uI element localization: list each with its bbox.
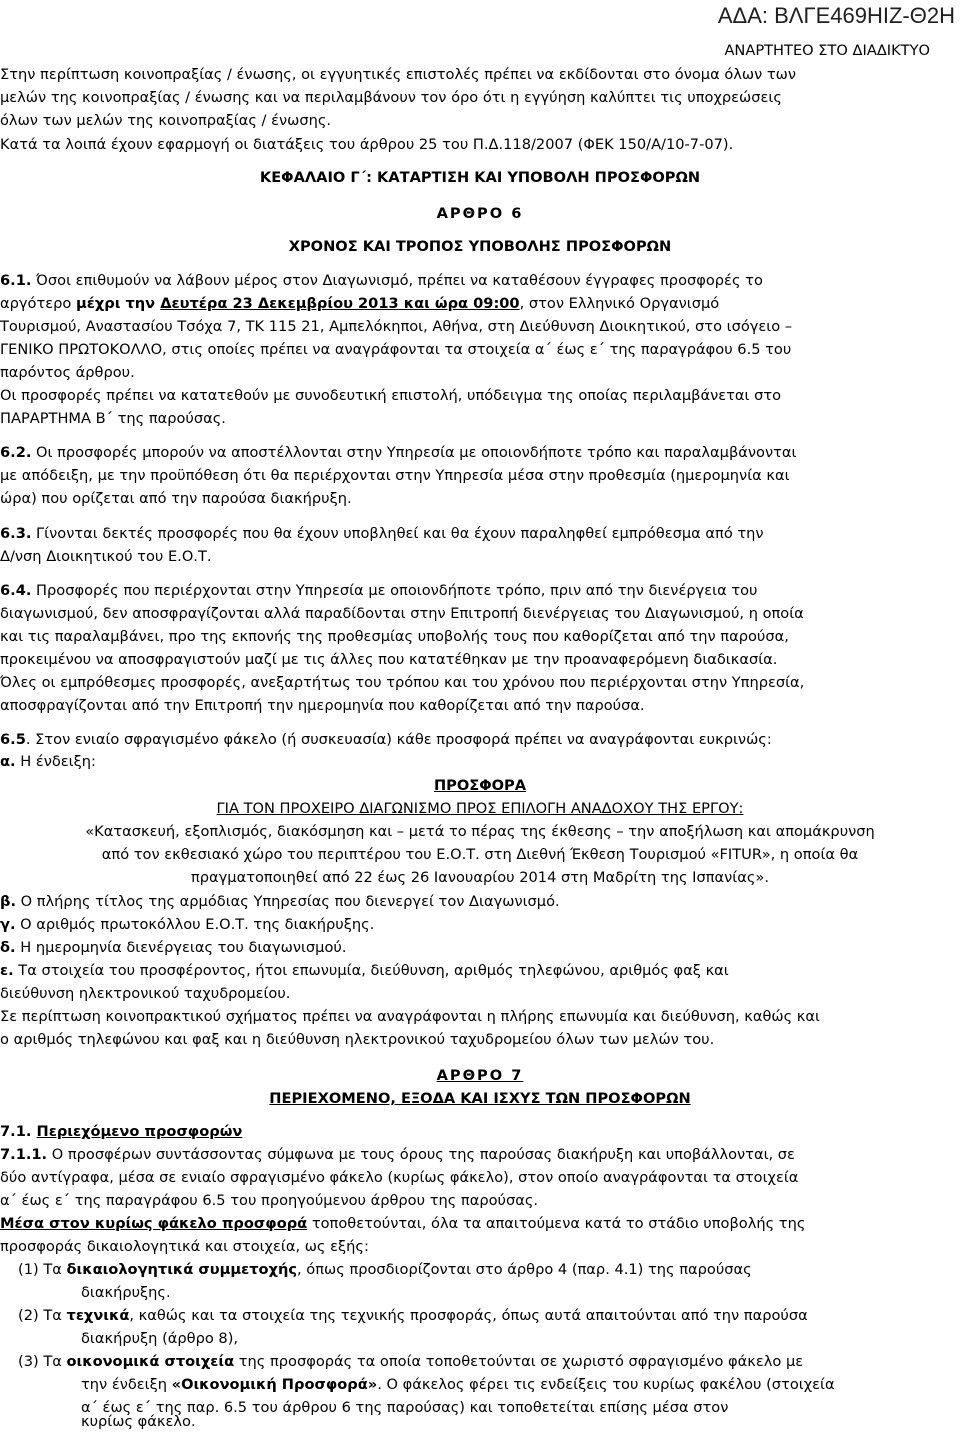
paragraph-6-1-line: Τουρισμού, Αναστασίου Τσόχα 7, ΤΚ 115 21, Αμπελόκηποι, Αθήνα, στη Διεύθυνση Διοικητικού, στο ισόγειο – xyxy=(0,318,793,335)
paragraph-6-3-line: Δ/νση Διοικητικού του Ε.Ο.Τ. xyxy=(0,548,212,565)
paragraph-number: 6.1. xyxy=(0,272,32,289)
paragraph-number: 6.4. xyxy=(0,582,32,599)
list-item-continuation: την ένδειξη «Οικονομική Προσφορά». Ο φάκελος φέρει τις ενδείξεις του κυρίως φακέλου (στοιχεία xyxy=(81,1376,835,1393)
main-envelope-line: Μέσα στον κυρίως φάκελο προσφορά τοποθετούνται, όλα τα απαιτούμενα κατά το στάδιο υποβολής της xyxy=(0,1215,806,1232)
paragraph-number: 7.1.1. xyxy=(0,1146,48,1163)
paragraph-6-2-line: με απόδειξη, με την προϋπόθεση ότι θα περιέρχονται στην Υπηρεσία μέσα στην προθεσμία (ημερομηνία και xyxy=(0,467,790,484)
list-item-continuation: α΄ έως ε΄ της παρ. 6.5 του άρθρου 6 της παρούσας) και τοποθετείται επίσης μέσα στον xyxy=(81,1399,729,1416)
article-7-subtitle: ΠΕΡΙΕΧΟΜΕΝΟ, ΕΞΟΔΑ ΚΑΙ ΙΣΧΥΣ ΤΩΝ ΠΡΟΣΦΟΡΩΝ xyxy=(269,1090,691,1107)
offer-subtitle: ΓΙΑ ΤΟΝ ΠΡΟΧΕΙΡΟ ΔΙΑΓΩΝΙΣΜΟ ΠΡΟΣ ΕΠΙΛΟΓΗ ΑΝΑΔΟΧΟΥ ΤΗΣ ΕΡΓΟΥ: xyxy=(216,800,744,817)
paragraph-6-2-line: ώρα) που ορίζεται από την παρούσα διακήρυξη. xyxy=(0,490,352,507)
paragraph-6-1-line: αργότερο μέχρι την Δευτέρα 23 Δεκεμβρίου 2013 και ώρα 09:00, στον Ελληνικό Οργανισμό xyxy=(0,295,720,312)
article-6-subtitle: ΧΡΟΝΟΣ ΚΑΙ ΤΡΟΠΟΣ ΥΠΟΒΟΛΗΣ ΠΡΟΣΦΟΡΩΝ xyxy=(288,238,672,255)
chapter-title: ΚΕΦΑΛΑΙΟ Γ΄: ΚΑΤΑΡΤΙΣΗ ΚΑΙ ΥΠΟΒΟΛΗ ΠΡΟΣΦΟΡΩΝ xyxy=(259,169,701,186)
item-e-line: διεύθυνση ηλεκτρονικού ταχυδρομείου. xyxy=(0,985,291,1002)
intro-line: μελών της κοινοπραξίας / ένωσης και να περιλαμβάνουν τον όρο ότι η εγγύηση καλύπτει τις υποχρεώσεις xyxy=(0,89,782,106)
section-7-1-1-line: α΄ έως ε΄ της παραγράφου 6.5 του προηγούμενου άρθρου της παρούσας. xyxy=(0,1192,539,1209)
paragraph-6-1-line: ΓΕΝΙΚΟ ΠΡΩΤΟΚΟΛΛΟ, στις οποίες πρέπει να αναγράφονται τα στοιχεία α΄ έως ε΄ της παραγράφου 6.5 του xyxy=(0,341,792,358)
paragraph-6-1-line: 6.1. Όσοι επιθυμούν να λάβουν μέρος στον Διαγωνισμό, πρέπει να καταθέσουν έγγραφες προσφορές το xyxy=(0,272,763,289)
paragraph-number: 6.5 xyxy=(0,731,26,748)
item-e: ε. Τα στοιχεία του προσφέροντος, ήτοι επωνυμία, διεύθυνση, αριθμός τηλεφώνου, αριθμός φαξ και xyxy=(0,962,729,979)
paragraph-number: 6.2. xyxy=(0,444,32,461)
article-6-title: ΑΡΘΡΟ 6 xyxy=(436,205,524,222)
section-7-1-heading: 7.1. Περιεχόμενο προσφορών xyxy=(0,1123,243,1140)
list-item-continuation: διακήρυξης. xyxy=(81,1284,171,1301)
list-item: (2) Τα τεχνικά, καθώς και τα στοιχεία της τεχνικής προσφοράς, όπως αυτά απαιτούνται από την παρούσα xyxy=(18,1307,808,1324)
offer-description-line: πραγματοποιηθεί από 22 έως 26 Ιανουαρίου 2014 στη Μαδρίτη της Ισπανίας». xyxy=(191,869,769,886)
offer-description-line: από τον εκθεσιακό χώρο του περιπτέρου του Ε.Ο.Τ. στη Διεθνή Έκθεση Τουρισμού «FITUR», η οποία θα xyxy=(101,846,859,863)
section-7-1-1-line: δύο αντίγραφα, μέσα σε ενιαίο σφραγισμένο φάκελο (κυρίως φάκελο), στον οποίο αναγράφονται τα στοιχεία xyxy=(0,1169,799,1186)
item-d: δ. Η ημερομηνία διενέργειας του διαγωνισμού. xyxy=(0,939,347,956)
list-item-continuation: διακήρυξη (άρθρο 8), xyxy=(81,1330,239,1347)
list-item: (1) Τα δικαιολογητικά συμμετοχής, όπως προσδιορίζονται στο άρθρο 4 (παρ. 4.1) της παρούσας xyxy=(18,1261,752,1278)
deadline-date: Δευτέρα 23 Δεκεμβρίου 2013 xyxy=(160,295,399,312)
paragraph-6-4-line: προκειμένου να αποσφραγιστούν μαζί με τις άλλες που κατατέθηκαν με την προαναφερόμενη διαδικασία. xyxy=(0,651,778,668)
intro-line: όλων των μελών της κοινοπραξίας / ένωσης. xyxy=(0,112,332,129)
paragraph-number: 6.3. xyxy=(0,525,32,542)
paragraph-6-4-line: αποσφραγίζονται από την Επιτροπή την ημερομηνία που καθορίζεται από την παρούσα. xyxy=(0,697,645,714)
article-7-title: ΑΡΘΡΟ 7 xyxy=(436,1067,524,1084)
item-a: α. Η ένδειξη: xyxy=(0,753,96,770)
paragraph-6-4-line: και τις παραλαμβάνει, προ της εκπονής της προθεσμίας υποβολής τους που καθορίζεται από την παρούσα, xyxy=(0,628,789,645)
paragraph-6-1-line: παρόντος άρθρου. xyxy=(0,364,135,381)
item-b: β. Ο πλήρης τίτλος της αρμόδιας Υπηρεσίας που διενεργεί τον Διαγωνισμό. xyxy=(0,893,560,910)
joint-venture-line: Σε περίπτωση κοινοπρακτικού σχήματος πρέπει να αναγράφονται η πλήρης επωνυμία και διεύθυνση, καθώς και xyxy=(0,1008,820,1025)
paragraph-6-1-line: Οι προσφορές πρέπει να κατατεθούν με συνοδευτική επιστολή, υπόδειγμα της οποίας περιλαμβάνεται στο xyxy=(0,387,782,404)
intro-line: Στην περίπτωση κοινοπραξίας / ένωσης, οι εγγυητικές επιστολές πρέπει να εκδίδονται στο όνομα όλων των xyxy=(0,66,797,83)
item-g: γ. Ο αριθμός πρωτοκόλλου Ε.Ο.Τ. της διακήρυξης. xyxy=(0,916,375,933)
deadline-emphasis: μέχρι την xyxy=(75,295,161,312)
internet-posting-note: ΑΝΑΡΤΗΤΕΟ ΣΤΟ ΔΙΑΔΙΚΤΥΟ xyxy=(724,42,930,59)
list-item-continuation: κυρίως φάκελο. xyxy=(81,1413,196,1430)
paragraph-6-1-line: ΠΑΡΑΡΤΗΜΑ Β΄ της παρούσας. xyxy=(0,410,226,427)
ada-code: ΑΔΑ: ΒΛΓΕ469ΗΙΖ-Θ2Η xyxy=(717,3,955,28)
main-envelope-line: προσφοράς δικαιολογητικά και στοιχεία, ως εξής: xyxy=(0,1238,369,1255)
section-7-1-1-line: 7.1.1. Ο προσφέρων συντάσσοντας σύμφωνα με τους όρους της παρούσας διακήρυξη και υποβάλλονται, σε xyxy=(0,1146,795,1163)
deadline-time: και ώρα 09:00 xyxy=(398,295,520,312)
paragraph-6-3-line: 6.3. Γίνονται δεκτές προσφορές που θα έχουν υποβληθεί και θα έχουν παραληφθεί εμπρόθεσμα από την xyxy=(0,525,764,542)
main-envelope-title: Μέσα στον κυρίως φάκελο προσφορά xyxy=(0,1215,308,1232)
offer-label: ΠΡΟΣΦΟΡΑ xyxy=(433,777,527,794)
paragraph-6-4-line: 6.4. Προσφορές που περιέρχονται στην Υπηρεσία με οποιονδήποτε τρόπο, πριν από την διενέργεια του xyxy=(0,582,758,599)
paragraph-6-2-line: 6.2. Οι προσφορές μπορούν να αποστέλλονται στην Υπηρεσία με οποιονδήποτε τρόπο και παραλαμβάνονται xyxy=(0,444,797,461)
paragraph-6-4-line: διαγωνισμού, δεν αποσφραγίζονται αλλά παραδίδονται στην Επιτροπή διενέργειας του Διαγωνισμού, η οποία xyxy=(0,605,804,622)
offer-description-line: «Κατασκευή, εξοπλισμός, διακόσμηση και – μετά το πέρας της έκθεσης – την αποξήλωση και απομάκρυνση xyxy=(85,823,875,840)
list-item: (3) Τα οικονομικά στοιχεία της προσφοράς τα οποία τοποθετούνται σε χωριστό σφραγισμένο φάκελο με xyxy=(18,1353,804,1370)
paragraph-6-4-line: Όλες οι εμπρόθεσμες προσφορές, ανεξαρτήτως του τρόπου και του χρόνου που περιέρχονται στην Υπηρεσία, xyxy=(0,674,805,691)
joint-venture-line: ο αριθμός τηλεφώνου και φαξ και η διεύθυνση ηλεκτρονικού ταχυδρομείου όλων των μελών του. xyxy=(0,1031,715,1048)
paragraph-6-5-line: 6.5. Στον ενιαίο σφραγισμένο φάκελο (ή συσκευασία) κάθε προσφορά πρέπει να αναγράφονται ευκρινώς: xyxy=(0,731,772,748)
intro-line: Κατά τα λοιπά έχουν εφαρμογή οι διατάξεις του άρθρου 25 του Π.Δ.118/2007 (ΦΕΚ 150/Α/10-7-07). xyxy=(0,136,734,153)
